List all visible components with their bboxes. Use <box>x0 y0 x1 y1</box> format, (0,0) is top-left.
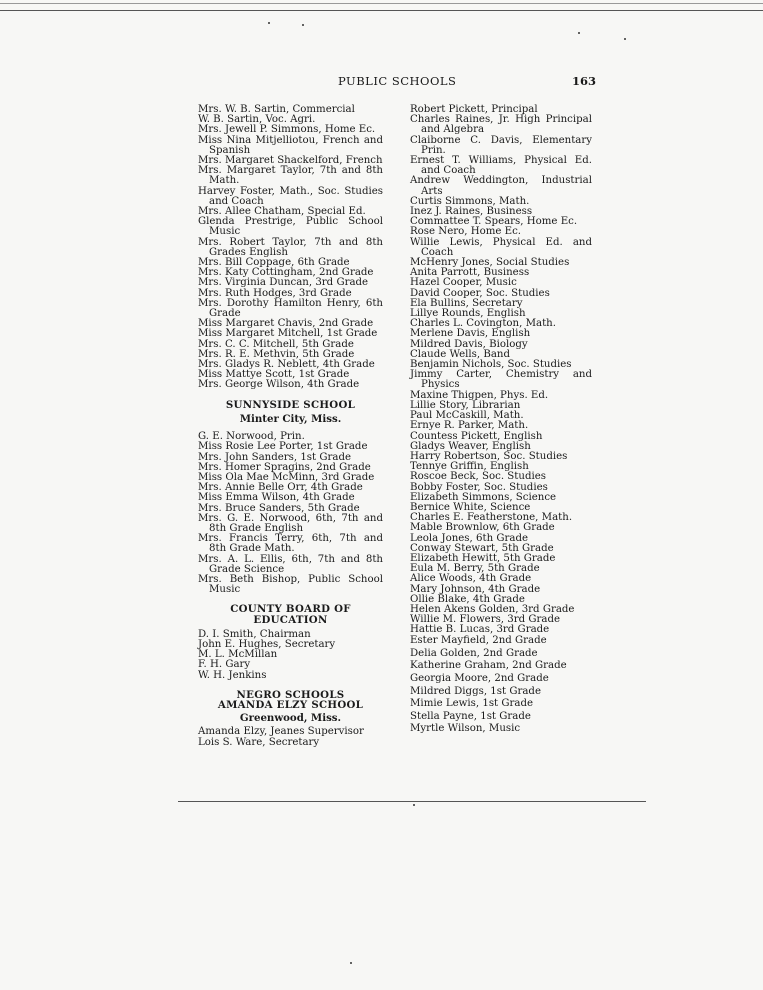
staff-entry: Miss Margaret Chavis, 2nd Grade <box>198 318 374 330</box>
staff-entry: Harvey Foster, Math., Soc. Studies and Coach <box>198 185 383 207</box>
staff-entry: John E. Hughes, Secretary <box>198 638 336 650</box>
staff-entry: Harry Robertson, Soc. Studies <box>410 450 568 462</box>
staff-entry: Mrs. C. C. Mitchell, 5th Grade <box>198 338 354 350</box>
staff-entry: W. B. Sartin, Voc. Agri. <box>198 114 316 126</box>
staff-entry: Eula M. Berry, 5th Grade <box>410 563 540 575</box>
scan-speck <box>578 32 580 34</box>
staff-entry: Mrs. Bill Coppage, 6th Grade <box>198 257 350 269</box>
scan-speck <box>350 962 352 964</box>
staff-entry: Ester Mayfield, 2nd Grade <box>410 634 547 646</box>
staff-entry: Conway Stewart, 5th Grade <box>410 542 554 554</box>
staff-entry: David Cooper, Soc. Studies <box>410 287 550 299</box>
county-board-heading: COUNTY BOARD OF <box>230 603 351 616</box>
staff-entry: W. H. Jenkins <box>198 669 267 681</box>
staff-entry: Mrs. Katy Cottingham, 2nd Grade <box>198 267 374 279</box>
staff-entry: Mrs. Dorothy Hamilton Henry, 6th Grade <box>198 297 383 320</box>
staff-entry: Claiborne C. Davis, Elementary Prin. <box>410 134 592 156</box>
sunnyside-heading: SUNNYSIDE SCHOOL <box>225 398 356 411</box>
staff-entry: Mrs. A. L. Ellis, 6th, 7th and 8th Grade Science <box>198 553 383 575</box>
staff-entry: Jimmy Carter, Chemistry and Physics <box>410 369 592 391</box>
staff-entry: Mable Brownlow, 6th Grade <box>410 522 555 534</box>
staff-entry: Countess Pickett, English <box>410 430 543 442</box>
staff-entry: Mrs. Gladys R. Neblett, 4th Grade <box>198 359 375 371</box>
staff-entry: Charles E. Featherstone, Math. <box>410 512 573 524</box>
amanda-elzy-staff-list <box>198 727 383 747</box>
scan-speck <box>624 38 626 40</box>
staff-entry: Mrs. Francis Terry, 6th, 7th and 8th Grade Math. <box>198 533 383 555</box>
staff-entry: Rose Nero, Home Ec. <box>410 226 522 238</box>
staff-entry: Ernye R. Parker, Math. <box>410 420 529 432</box>
staff-entry: M. L. McMillan <box>198 649 278 661</box>
county-board-list <box>198 630 383 681</box>
staff-entry: Miss Nina Mitjelliotou, French and Spanish <box>198 134 383 156</box>
scan-speck <box>268 22 270 24</box>
staff-entry: Mary Johnson, 4th Grade <box>410 583 541 595</box>
staff-entry: Bernice White, Science <box>410 501 531 513</box>
running-title: PUBLIC SCHOOLS <box>338 74 457 88</box>
left-column <box>198 105 383 748</box>
staff-entry: Lois S. Ware, Secretary <box>198 736 320 748</box>
staff-entry: Miss Rosie Lee Porter, 1st Grade <box>198 441 368 453</box>
staff-entry: Mrs. Beth Bishop, Public School Music <box>198 573 383 596</box>
page-header <box>0 74 763 94</box>
staff-entry: Bobby Foster, Soc. Studies <box>410 481 548 493</box>
staff-entry: Merlene Davis, English <box>410 328 531 340</box>
staff-entry: Ernest T. Williams, Physical Ed. and Coach <box>410 155 592 177</box>
sunnyside-location: Minter City, Miss. <box>239 412 342 425</box>
sunnyside-staff-list <box>198 432 383 595</box>
top-edge-line <box>0 3 763 4</box>
staff-entry: Mrs. Jewell P. Simmons, Home Ec. <box>198 124 376 136</box>
staff-entry: Hattie B. Lucas, 3rd Grade <box>410 624 550 636</box>
staff-entry: Mrs. Margaret Shackelford, French <box>198 155 383 167</box>
staff-entry: Claude Wells, Band <box>410 348 511 360</box>
staff-entry: Roscoe Beck, Soc. Studies <box>410 471 546 483</box>
bottom-rule <box>178 801 646 802</box>
scan-speck <box>302 24 304 26</box>
staff-entry: Mildred Davis, Biology <box>410 338 528 350</box>
right-staff-list <box>410 105 592 646</box>
staff-entry: Ollie Blake, 4th Grade <box>410 593 525 605</box>
staff-entry: Willie M. Flowers, 3rd Grade <box>410 614 561 626</box>
staff-entry: G. E. Norwood, Prin. <box>198 431 305 443</box>
staff-entry: Anita Parrott, Business <box>410 267 530 279</box>
page-number: 163 <box>572 74 597 88</box>
staff-entry: Glenda Prestrige, Public School Music <box>198 216 383 238</box>
staff-entry: Miss Margaret Mitchell, 1st Grade <box>198 328 378 340</box>
staff-entry: Stella Payne, 1st Grade <box>410 710 531 722</box>
amanda-elzy-heading: AMANDA ELZY SCHOOL <box>217 698 364 711</box>
staff-entry: Curtis Simmons, Math. <box>410 195 530 207</box>
staff-entry: Charles L. Covington, Math. <box>410 318 556 330</box>
staff-entry: McHenry Jones, Social Studies <box>410 257 570 269</box>
staff-entry: Mrs. John Sanders, 1st Grade <box>198 451 351 463</box>
staff-entry: Maxine Thigpen, Phys. Ed. <box>410 389 549 401</box>
staff-entry: Myrtle Wilson, Music <box>410 723 521 735</box>
staff-entry: Mrs. Annie Belle Orr, 4th Grade <box>198 482 363 494</box>
staff-entry: Miss Ola Mae McMinn, 3rd Grade <box>198 471 375 483</box>
staff-entry: Miss Emma Wilson, 4th Grade <box>198 492 355 504</box>
staff-entry: Willie Lewis, Physical Ed. and Coach <box>410 236 592 258</box>
staff-entry: Robert Pickett, Principal <box>410 104 538 115</box>
right-staff-list-spaced <box>410 648 592 736</box>
staff-entry: Miss Mattye Scott, 1st Grade <box>198 369 350 381</box>
staff-entry: Katherine Graham, 2nd Grade <box>410 660 567 672</box>
staff-entry: Ela Bullins, Secretary <box>410 297 523 309</box>
staff-entry: Elizabeth Hewitt, 5th Grade <box>410 552 556 564</box>
staff-entry: Leola Jones, 6th Grade <box>410 532 529 544</box>
staff-entry: Lillye Rounds, English <box>410 308 526 320</box>
staff-entry: Mrs. Ruth Hodges, 3rd Grade <box>198 287 352 299</box>
staff-entry: Mrs. R. E. Methvin, 5th Grade <box>198 348 355 360</box>
staff-entry: Helen Akens Golden, 3rd Grade <box>410 603 575 615</box>
staff-entry: Mrs. G. E. Norwood, 6th, 7th and 8th Grade English <box>198 512 383 534</box>
staff-entry: Mrs. Robert Taylor, 7th and 8th Grades English <box>198 236 383 258</box>
staff-entry: Mrs. George Wilson, 4th Grade <box>198 379 360 391</box>
staff-entry: Hazel Cooper, Music <box>410 277 517 289</box>
staff-entry: Inez J. Raines, Business <box>410 206 533 218</box>
staff-entry: Mrs. W. B. Sartin, Commercial <box>198 104 355 115</box>
staff-entry: Mrs. Virginia Duncan, 3rd Grade <box>198 277 369 289</box>
staff-entry: F. H. Gary <box>198 659 251 671</box>
staff-entry: Mrs. Homer Spragins, 2nd Grade <box>198 461 371 473</box>
staff-entry: Mrs. Bruce Sanders, 5th Grade <box>198 502 360 514</box>
staff-entry: Gladys Weaver, English <box>410 440 531 452</box>
staff-entry: Mildred Diggs, 1st Grade <box>410 685 541 697</box>
staff-entry: Andrew Weddington, Industrial Arts <box>410 175 592 197</box>
right-column <box>410 105 592 736</box>
staff-entry: D. I. Smith, Chairman <box>198 628 311 640</box>
staff-entry: Charles Raines, Jr. High Principal and Algebra <box>410 114 592 136</box>
staff-entry: Georgia Moore, 2nd Grade <box>410 672 549 684</box>
staff-entry: Commattee T. Spears, Home Ec. <box>410 216 578 228</box>
negro-schools-heading: NEGRO SCHOOLS <box>236 688 345 701</box>
staff-entry: Amanda Elzy, Jeanes Supervisor <box>198 726 364 738</box>
staff-entry: Mrs. Margaret Taylor, 7th and 8th Math. <box>198 165 383 187</box>
staff-entry: Elizabeth Simmons, Science <box>410 491 557 503</box>
staff-entry: Benjamin Nichols, Soc. Studies <box>410 359 572 371</box>
staff-entry: Paul McCaskill, Math. <box>410 410 524 422</box>
amanda-elzy-location: Greenwood, Miss. <box>239 712 342 725</box>
staff-list-top <box>198 105 383 391</box>
staff-entry: Lillie Story, Librarian <box>410 399 521 411</box>
top-rule <box>0 10 763 11</box>
county-board-heading-2: EDUCATION <box>253 613 328 626</box>
staff-entry: Delia Golden, 2nd Grade <box>410 647 538 659</box>
staff-entry: Alice Woods, 4th Grade <box>410 573 532 585</box>
staff-entry: Mimie Lewis, 1st Grade <box>410 698 534 710</box>
staff-entry: Tennye Griffin, English <box>410 461 529 473</box>
staff-entry: Mrs. Allee Chatham, Special Ed. <box>198 206 366 218</box>
scan-speck <box>413 804 415 806</box>
